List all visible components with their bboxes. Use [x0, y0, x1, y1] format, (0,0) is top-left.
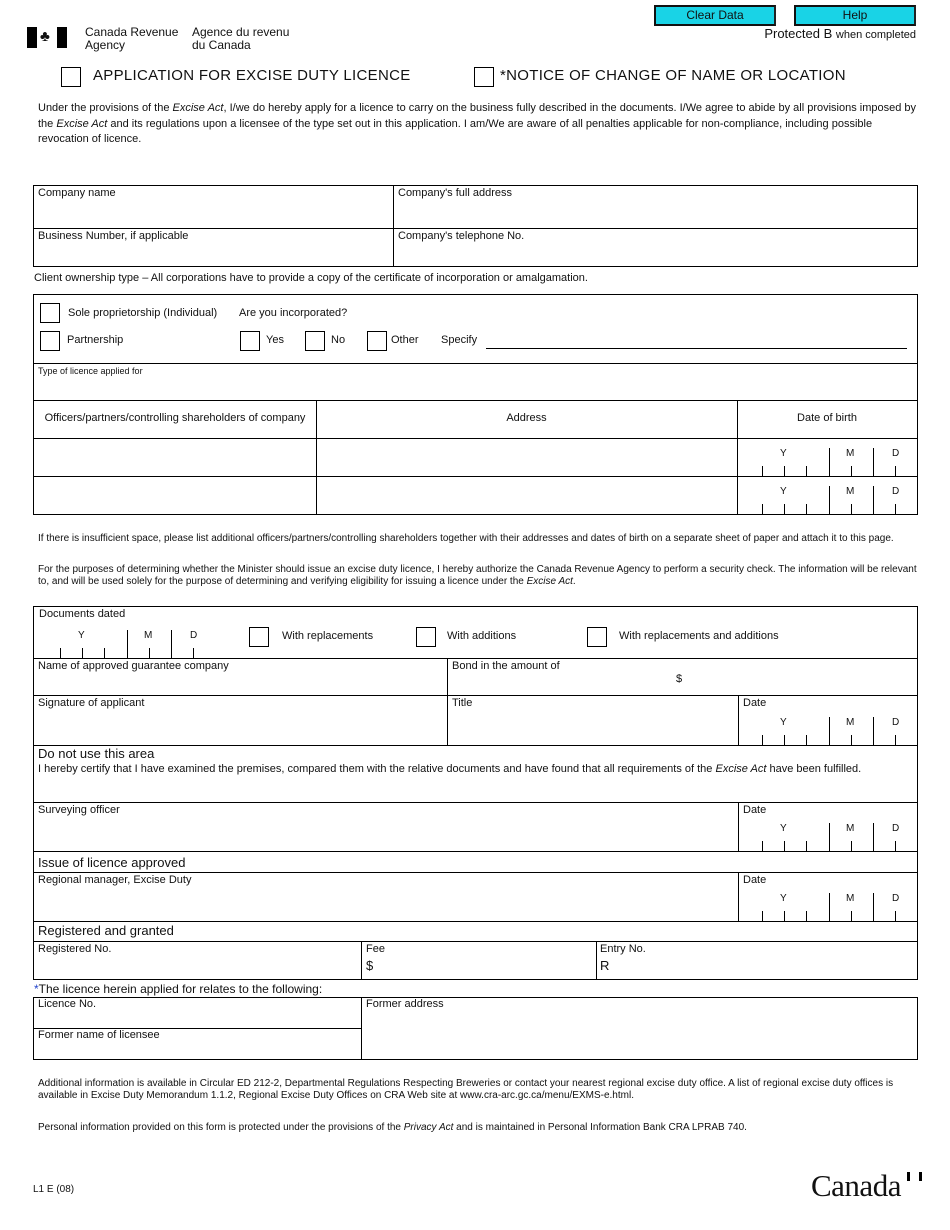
date-tick — [851, 504, 852, 514]
surveying-date[interactable] — [738, 812, 918, 851]
guarantee-company-field[interactable] — [34, 673, 446, 694]
documents-date[interactable] — [36, 620, 216, 658]
date-tick — [851, 466, 852, 476]
insufficient-space-note: If there is insufficient space, please list additional officers/partners/controlling shareholders together with their addresses and dates of birth on a separate sheet of paper and attach it to this page. — [38, 533, 894, 544]
protected-status: Protected B when completed — [764, 26, 916, 41]
surveying-date-label: Date — [743, 804, 767, 816]
date-label-d: D — [892, 823, 900, 834]
company-name-label: Company name — [38, 187, 116, 199]
regional-manager-field[interactable] — [34, 887, 737, 920]
change-note: *The licence herein applied for relates to the following: — [34, 982, 323, 996]
bond-amount-field[interactable] — [686, 673, 916, 694]
date-tick — [895, 504, 896, 514]
surveying-officer-label: Surveying officer — [38, 804, 120, 816]
date-tick — [806, 466, 807, 476]
date-tick — [104, 648, 105, 658]
date-tick — [806, 735, 807, 745]
other-checkbox[interactable] — [367, 331, 387, 351]
date-tick — [784, 841, 785, 851]
incorporated-question: Are you incorporated? — [239, 307, 348, 319]
date-label-d: D — [190, 630, 198, 641]
date-tick — [829, 823, 830, 851]
officer-address-field-2[interactable] — [317, 477, 736, 513]
notice-checkbox[interactable] — [474, 67, 494, 87]
date-label-m: M — [846, 893, 855, 904]
registered-no-field[interactable] — [34, 956, 360, 978]
date-tick — [82, 648, 83, 658]
date-tick — [873, 486, 874, 514]
issue-approved-heading: Issue of licence approved — [38, 855, 186, 870]
with-both-label: With replacements and additions — [619, 630, 779, 642]
date-tick — [149, 648, 150, 658]
date-label-m: M — [846, 717, 855, 728]
officer-name-field-2[interactable] — [34, 477, 315, 513]
licence-no-field[interactable] — [34, 1011, 360, 1027]
date-label-m: M — [846, 823, 855, 834]
intro-paragraph: Under the provisions of the Excise Act, I/we do hereby apply for a licence to carry on the business fully described in the documents. I/We agree to abide by all provisions imposed by the Excise Act and its regulations upon a licensee of the type set out in this application. I am/We are aware of all penalties applicable for non-compliance, including possible revocation of licence. — [38, 102, 917, 145]
yes-checkbox[interactable] — [240, 331, 260, 351]
title-field[interactable] — [448, 710, 737, 744]
date-tick — [60, 648, 61, 658]
date-tick — [784, 504, 785, 514]
date-tick — [895, 911, 896, 921]
date-tick — [193, 648, 194, 658]
with-both-checkbox[interactable] — [587, 627, 607, 647]
former-address-field[interactable] — [362, 1011, 916, 1059]
date-tick — [762, 735, 763, 745]
application-checkbox[interactable] — [61, 67, 81, 87]
date-label-y: Y — [78, 630, 85, 641]
date-tick — [851, 735, 852, 745]
guarantee-company-label: Name of approved guarantee company — [38, 660, 229, 672]
company-phone-field[interactable] — [394, 243, 916, 265]
date-tick — [762, 466, 763, 476]
company-name-field[interactable] — [34, 200, 392, 227]
date-of-birth-1[interactable] — [738, 438, 918, 476]
certify-statement: I hereby certify that I have examined the premises, compared them with the relative documents and have found that all requirements of the Excise Act have been fulfilled. — [38, 763, 862, 775]
registered-no-label: Registered No. — [38, 943, 112, 955]
address-header: Address — [506, 412, 547, 424]
bond-amount-label: Bond in the amount of — [452, 660, 560, 672]
agency-name-en: Canada Revenue Agency — [85, 25, 179, 52]
date-tick — [806, 841, 807, 851]
partnership-label: Partnership — [67, 334, 124, 346]
officers-header: Officers/partners/controlling shareholders of company — [44, 412, 306, 424]
business-number-field[interactable] — [34, 243, 392, 265]
signature-date[interactable] — [738, 704, 918, 745]
no-label: No — [331, 334, 346, 346]
date-tick — [762, 504, 763, 514]
agency-name-fr: Agence du revenu du Canada — [192, 25, 290, 52]
with-replacements-label: With replacements — [282, 630, 374, 642]
date-label-y: Y — [780, 893, 787, 904]
date-of-birth-2[interactable] — [738, 476, 918, 514]
registered-granted-heading: Registered and granted — [38, 923, 174, 938]
date-tick — [806, 911, 807, 921]
date-label-m: M — [846, 486, 855, 497]
surveying-officer-field[interactable] — [34, 817, 737, 850]
date-tick — [829, 717, 830, 745]
date-tick — [851, 911, 852, 921]
date-tick — [829, 893, 830, 921]
security-check-note: For the purposes of determining whether the Minister should issue an excise duty licence, I hereby authorize the Canada Revenue Agency to perform a security check. The information will be relevant to, and will be used solely for the purpose of determining and verifying eligibility for issuing a licence under the Excise Act. — [38, 564, 917, 587]
date-label-d: D — [892, 893, 900, 904]
with-replacements-checkbox[interactable] — [249, 627, 269, 647]
date-label-d: D — [892, 717, 900, 728]
clear-data-button[interactable]: Clear Data — [654, 5, 776, 26]
officer-address-field-1[interactable] — [317, 439, 736, 475]
date-tick — [851, 841, 852, 851]
regional-date[interactable] — [738, 882, 918, 921]
date-label-m: M — [846, 448, 855, 459]
signature-field[interactable] — [34, 710, 446, 744]
with-additions-label: With additions — [447, 630, 517, 642]
no-checkbox[interactable] — [305, 331, 325, 351]
fee-field[interactable] — [378, 956, 594, 978]
date-tick — [784, 911, 785, 921]
date-tick — [762, 911, 763, 921]
former-name-field[interactable] — [34, 1042, 360, 1059]
business-number-label: Business Number, if applicable — [38, 230, 189, 242]
date-label-y: Y — [780, 486, 787, 497]
other-label: Other — [391, 334, 419, 346]
signature-label: Signature of applicant — [38, 697, 145, 709]
specify-field[interactable] — [486, 333, 907, 349]
yes-label: Yes — [266, 334, 284, 346]
with-additions-checkbox[interactable] — [416, 627, 436, 647]
privacy-note: Personal information provided on this form is protected under the provisions of the Privacy Act and is maintained in Personal Information Bank CRA LPRAB 740. — [38, 1122, 747, 1133]
regional-date-label: Date — [743, 874, 767, 886]
date-label-y: Y — [780, 717, 787, 728]
canada-flag-icon: ♣ — [27, 27, 67, 48]
signature-date-label: Date — [743, 697, 767, 709]
date-tick — [873, 448, 874, 476]
documents-dated-label: Documents dated — [39, 608, 126, 620]
entry-prefix: R — [600, 958, 610, 973]
date-tick — [806, 504, 807, 514]
date-tick — [829, 486, 830, 514]
date-tick — [762, 841, 763, 851]
bond-dollar-sign: $ — [676, 673, 683, 685]
regional-manager-label: Regional manager, Excise Duty — [38, 874, 192, 886]
specify-label: Specify — [441, 334, 478, 346]
partnership-checkbox[interactable] — [40, 331, 60, 351]
wordmark-flag-icon — [907, 1172, 922, 1181]
additional-info: Additional information is available in Circular ED 212-2, Departmental Regulations Respecting Breweries or contact your nearest regional excise duty office. A list of regional excise duty offices is available in Excise Duty Memorandum 1.1.2, Regional Excise Duty Offices on CRA Web site at www.cra-arc.gc.ca/menu/EXMS-e.html. — [38, 1078, 894, 1101]
fee-dollar-sign: $ — [366, 958, 374, 973]
company-phone-label: Company's telephone No. — [398, 230, 525, 242]
notice-title: *NOTICE OF CHANGE OF NAME OR LOCATION — [500, 67, 846, 84]
date-label-d: D — [892, 448, 900, 459]
fee-label: Fee — [366, 943, 385, 955]
licence-type-field[interactable] — [34, 378, 916, 399]
licence-type-label: Type of licence applied for — [38, 366, 143, 376]
application-title: APPLICATION FOR EXCISE DUTY LICENCE — [93, 67, 411, 84]
date-tick — [895, 466, 896, 476]
entry-no-label: Entry No. — [600, 943, 646, 955]
date-label-d: D — [892, 486, 900, 497]
former-name-label: Former name of licensee — [38, 1029, 160, 1041]
entry-no-field[interactable] — [612, 956, 916, 978]
date-of-birth-header: Date of birth — [797, 412, 857, 424]
date-label-y: Y — [780, 448, 787, 459]
date-tick — [873, 823, 874, 851]
date-tick — [895, 841, 896, 851]
officer-name-field-1[interactable] — [34, 439, 315, 475]
licence-no-label: Licence No. — [38, 998, 97, 1010]
date-tick — [895, 735, 896, 745]
company-address-label: Company's full address — [398, 187, 512, 199]
ownership-note: Client ownership type – All corporations have to provide a copy of the certificate of incorporation or amalgamation. — [34, 272, 588, 284]
date-tick — [171, 630, 172, 658]
company-address-field[interactable] — [394, 200, 916, 227]
date-tick — [873, 717, 874, 745]
sole-proprietorship-checkbox[interactable] — [40, 303, 60, 323]
date-tick — [784, 735, 785, 745]
date-tick — [829, 448, 830, 476]
date-label-m: M — [144, 630, 153, 641]
title-label: Title — [452, 697, 473, 709]
help-button[interactable]: Help — [794, 5, 916, 26]
former-address-label: Former address — [366, 998, 444, 1010]
do-not-use-heading: Do not use this area — [38, 746, 155, 761]
date-label-y: Y — [780, 823, 787, 834]
date-tick — [784, 466, 785, 476]
date-tick — [127, 630, 128, 658]
sole-proprietorship-label: Sole proprietorship (Individual) — [68, 307, 218, 319]
canada-wordmark: Canada — [811, 1168, 901, 1203]
form-id: L1 E (08) — [33, 1184, 75, 1195]
date-tick — [873, 893, 874, 921]
